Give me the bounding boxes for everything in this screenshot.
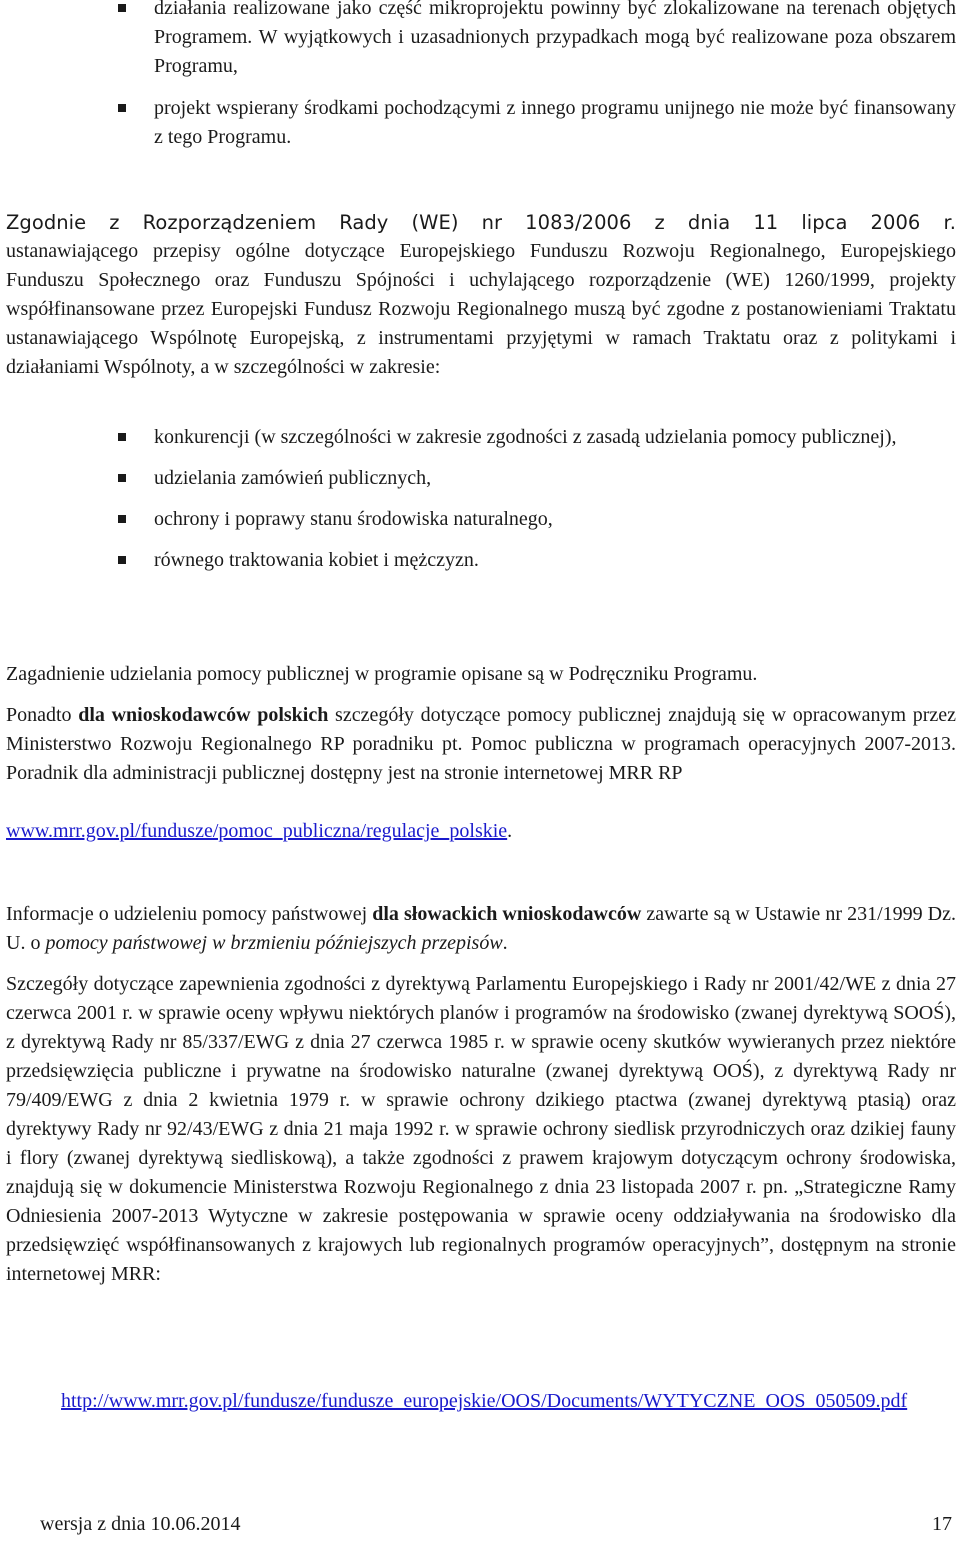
- environment-paragraph: Szczegóły dotyczące zapewnienia zgodności z dyrektywą Parlamentu Europejskiego i Rady nr 2001/42/WE z dnia 27 czerwca 2001 r. w sprawie oceny wpływu niektórych planów i programów na środowisko (zwanej dyrektywą SOOŚ), z dyrektywą Rady nr 85/337/EWG z dnia 27 czerwca 1985 r. w sprawie oceny skutków wywieranych przez niektóre przedsięwzięcia publiczne i prywatne na środowisko naturalne (zwanej dyrektywą OOŚ), z dyrektywą Rady nr 79/409/EWG z dnia 2 kwietnia 1979 r. w sprawie ochrony dzikiego ptactwa (zwanej dyrektywą ptasią) oraz dyrektywy Rady nr 92/43/EWG z dnia 21 maja 1992 r. w sprawie ochrony siedlisk przyrodniczych oraz dzikiej fauny i flory (zwanej dyrektywą siedliskową), a także zgodności z prawem krajowym dotyczącym ochrony środowiska, znajdują się w dokumencie Ministerstwa Rozwoju Regionalnego z dnia 23 listopada 2007 r. pn. „Strategiczne Ramy Odniesienia 2007-2013 Wytyczne w zakresie postępowania w sprawie oceny oddziaływania na środowisko dla przedsięwzięć współfinansowanych z krajowych lub regionalnych programów operacyjnych”, dostępnym na stronie internetowej MRR:: [6, 973, 956, 1285]
- text-span: szczegóły dotyczące pomocy publicznej znajdują się w opracowanym przez Ministerstwo Rozwoju Regionalnego RP poradniku pt. Pomoc publiczna w programach operacyjnych 2007-2013. Poradnik dla administracji publicznej dostępny jest na stronie internetowej MRR RP: [6, 704, 956, 784]
- page-number: 17: [932, 1513, 952, 1535]
- list-item: [154, 464, 956, 493]
- list-item: [154, 423, 956, 452]
- slovak-applicants-bold: dla słowackich wnioskodawców: [372, 903, 642, 925]
- list-item-text: konkurencji (w szczególności w zakresie zgodności z zasadą udzielania pomocy publicznej),: [154, 426, 897, 448]
- list-item: [154, 0, 956, 81]
- top-bullet-list: [154, 0, 956, 152]
- version-date: wersja z dnia 10.06.2014: [40, 1513, 241, 1535]
- mrr-oos-guidelines-link[interactable]: http://www.mrr.gov.pl/fundusze/fundusze_europejskie/OOS/Documents/WYTYCZNE_OOS_050509.pdf: [61, 1390, 908, 1412]
- text-span: .: [502, 932, 508, 954]
- public-aid-intro: Zagadnienie udzielania pomocy publicznej w programie opisane są w Podręczniku Programu.: [6, 663, 758, 685]
- slovak-paragraph: [6, 900, 956, 958]
- act-title-italic: pomocy państwowej w brzmieniu późniejszych przepisów: [45, 932, 503, 954]
- list-item: [154, 505, 956, 534]
- environment-link-block: [61, 1387, 956, 1416]
- public-aid-link-line: [6, 817, 956, 846]
- text-span: .: [507, 820, 513, 842]
- text-span: zawarte są w Ustawie nr 231/1999 Dz. U. o: [6, 903, 956, 954]
- regulation-first-line: Zgodnie z Rozporządzeniem Rady (WE) nr 1083/2006 z dnia 11 lipca 2006 r.: [6, 211, 956, 234]
- list-item: [154, 94, 956, 152]
- text-span: Ponadto: [6, 704, 79, 726]
- public-aid-paragraph: [6, 701, 956, 788]
- polish-applicants-bold: dla wnioskodawców polskich: [78, 704, 329, 726]
- scope-bullet-list: [154, 423, 956, 575]
- list-item-text: ochrony i poprawy stanu środowiska naturalnego,: [154, 508, 553, 530]
- list-item-text: równego traktowania kobiet i mężczyzn.: [154, 549, 479, 571]
- list-item: [154, 546, 956, 575]
- page-footer: [40, 1510, 952, 1540]
- mrr-public-aid-link[interactable]: www.mrr.gov.pl/fundusze/pomoc_publiczna/regulacje_polskie: [6, 820, 508, 842]
- regulation-paragraph: ustanawiającego przepisy ogólne dotyczące Europejskiego Funduszu Rozwoju Regionalnego, Europejskiego Funduszu Społecznego oraz Funduszu Spójności i uchylającego rozporządzenie (WE) 1260/1999, projekty współfinansowane przez Europejski Fundusz Rozwoju Regionalnego muszą być zgodne z postanowieniami Traktatu ustanawiającego Wspólnotę Europejską, z instrumentami przyjętymi w ramach Traktatu oraz z politykami i działaniami Wspólnoty, a w szczególności w zakresie:: [6, 240, 956, 378]
- list-item-text: działania realizowane jako część mikroprojektu powinny być zlokalizowane na terenach objętych Programem. W wyjątkowych i uzasadnionych przypadkach mogą być realizowane poza obszarem Programu,: [154, 0, 956, 77]
- list-item-text: projekt wspierany środkami pochodzącymi z innego programu unijnego nie może być finansowany z tego Programu.: [154, 97, 956, 148]
- text-span: Informacje o udzieleniu pomocy państwowej: [6, 903, 373, 925]
- list-item-text: udzielania zamówień publicznych,: [154, 467, 432, 489]
